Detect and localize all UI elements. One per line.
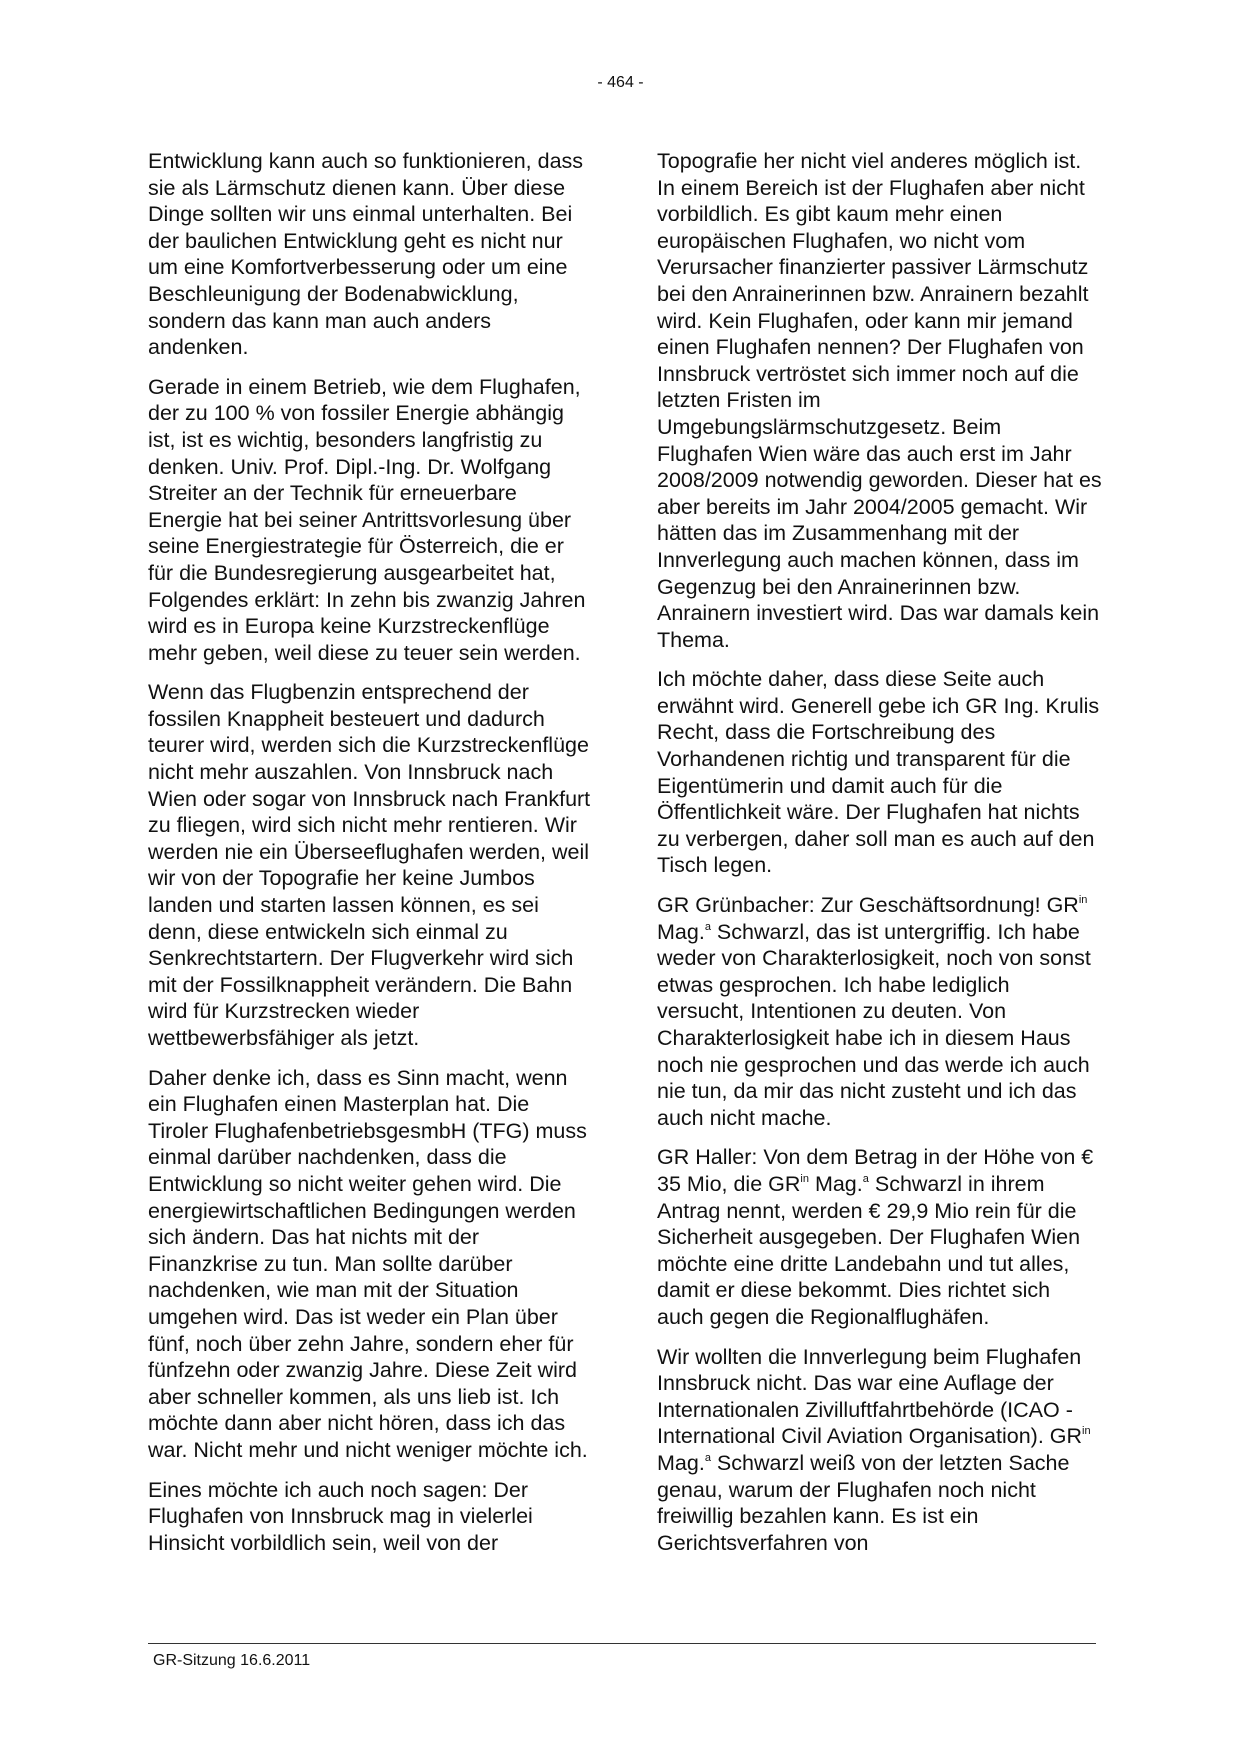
- paragraph: Wenn das Flugbenzin entsprechend der fossilen Knappheit besteuert und dadurch teurer wird, werden sich die Kurzstreckenflüge nicht mehr auszahlen. Von Innsbruck nach Wien oder sogar von Innsbruck nach Frankfurt zu fliegen, wird sich nicht mehr rentieren. Wir werden nie ein Überseeflughafen werden, weil wir von der Topografie her keine Jumbos landen und starten lassen können, es sei denn, diese entwickeln sich einmal zu Senkrechtstartern. Der Flugverkehr wird sich mit der Fossilknappheit verändern. Die Bahn wird für Kurzstrecken wieder wettbewerbsfähiger als jetzt.: [148, 680, 591, 1050]
- speaker-name: GR Grünbacher: [657, 893, 809, 918]
- paragraph: Daher denke ich, dass es Sinn macht, wenn ein Flughafen einen Masterplan hat. Die Tiroler FlughafenbetriebsgesmbH (TFG) muss einmal darüber nachdenken, dass die Entwicklung so nicht weiter gehen wird. Die energiewirtschaftlichen Bedingungen werden sich ändern. Das hat nichts mit der Finanzkrise zu tun. Man sollte darüber nachdenken, wie man mit der Situation umgehen wird. Das ist weder ein Plan über fünf, noch über zehn Jahre, sondern eher für fünfzehn oder zwanzig Jahre. Diese Zeit wird aber schneller kommen, als uns lieb ist. Ich möchte dann aber nicht hören, dass ich das war. Nicht mehr und nicht weniger möchte ich.: [148, 1065, 588, 1462]
- paragraph: Entwicklung kann auch so funktionieren, dass sie als Lärmschutz dienen kann. Über diese Dinge sollten wir uns einmal unterhalten. Bei der baulichen Entwicklung geht es nicht nur um eine Komfortverbesserung oder um eine Beschleunigung der Bodenabwicklung, sondern das kann man auch anders andenken.: [148, 149, 584, 360]
- paragraph: Wir wollten die Innverlegung beim Flughafen Innsbruck nicht. Das war eine Auflage der Internationalen Zivilluftfahrtbehörde (ICAO - International Civil Aviation Organisation). $GR^{in}$ Mag.$^a$ Schwarzl weiß von der letzten Sache genau, warum der Flughafen noch nicht freiwillig bezahlen kann. Es ist ein Gerichtsverfahren von: [657, 1344, 1091, 1555]
- footer-text: GR-Sitzung 16.6.2011: [153, 1652, 311, 1669]
- left-column: [148, 148, 593, 1569]
- footer-divider: [148, 1643, 1096, 1644]
- speech-paragraph: GR Grünbacher: Zur Geschäftsordnung! $GR^{in}$ Mag.$^a$ Schwarzl, das ist untergriffig. Ich habe weder von Charakterlosigkeit, noch von sonst etwas gesprochen. Ich habe lediglich versucht, Intentionen zu deuten. Von Charakterlosigkeit habe ich in diesem Haus noch nie gesprochen und das werde ich auch nie tun, da mir das nicht zusteht und ich das auch nicht mache.: [657, 893, 1091, 1130]
- paragraph: Eines möchte ich auch noch sagen: Der Flughafen von Innsbruck mag in vielerlei Hinsicht vorbildlich sein, weil von der: [148, 1477, 533, 1555]
- speech-paragraph: GR Haller: Von dem Betrag in der Höhe von € 35 Mio, die $GR^{in}$ Mag.$^a$ Schwarzl in ihrem Antrag nennt, werden € 29,9 Mio rein für die Sicherheit ausgegeben. Der Flughafen Wien möchte eine dritte Landebahn und tut alles, damit er diese bekommt. Dies richtet sich auch gegen die Regionalflughäfen.: [657, 1145, 1094, 1329]
- speaker-name: GR Haller: [657, 1145, 752, 1170]
- paragraph: Gerade in einem Betrieb, wie dem Flughafen, der zu 100 % von fossiler Energie abhängig ist, ist es wichtig, besonders langfristig zu denken. Univ. Prof. Dipl.-Ing. Dr. Wolfgang Streiter an der Technik für erneuerbare Energie hat bei seiner Antrittsvorlesung über seine Energiestrategie für Österreich, die er für die Bundesregierung ausgearbeitet hat, Folgendes erklärt: In zehn bis zwanzig Jahren wird es in Europa keine Kurzstreckenflüge mehr geben, weil diese zu teuer sein werden.: [148, 374, 586, 665]
- right-column: [657, 148, 1102, 1569]
- paragraph: Topografie her nicht viel anderes möglich ist. In einem Bereich ist der Flughafen aber nicht vorbildlich. Es gibt kaum mehr einen europäischen Flughafen, wo nicht vom Verursacher finanzierter passiver Lärmschutz bei den Anrainerinnen bzw. Anrainern bezahlt wird. Kein Flughafen, oder kann mir jemand einen Flughafen nennen? Der Flughafen von Innsbruck vertröstet sich immer noch auf die letzten Fristen im Umgebungslärmschutzgesetz. Beim Flughafen Wien wäre das auch erst im Jahr 2008/2009 notwendig geworden. Dieser hat es aber bereits im Jahr 2004/2005 gemacht. Wir hätten das im Zusammenhang mit der Innverlegung auch machen können, dass im Gegenzug bei den Anrainerinnen bzw. Anrainern investiert wird. Das war damals kein Thema.: [657, 149, 1102, 652]
- paragraph: Ich möchte daher, dass diese Seite auch erwähnt wird. Generell gebe ich GR Ing. Krulis Recht, dass die Fortschreibung des Vorhandenen richtig und transparent für die Eigentümerin und damit auch für die Öffentlichkeit wäre. Der Flughafen hat nichts zu verbergen, daher soll man es auch auf den Tisch legen.: [657, 667, 1100, 878]
- page-number: - 464 -: [597, 74, 644, 91]
